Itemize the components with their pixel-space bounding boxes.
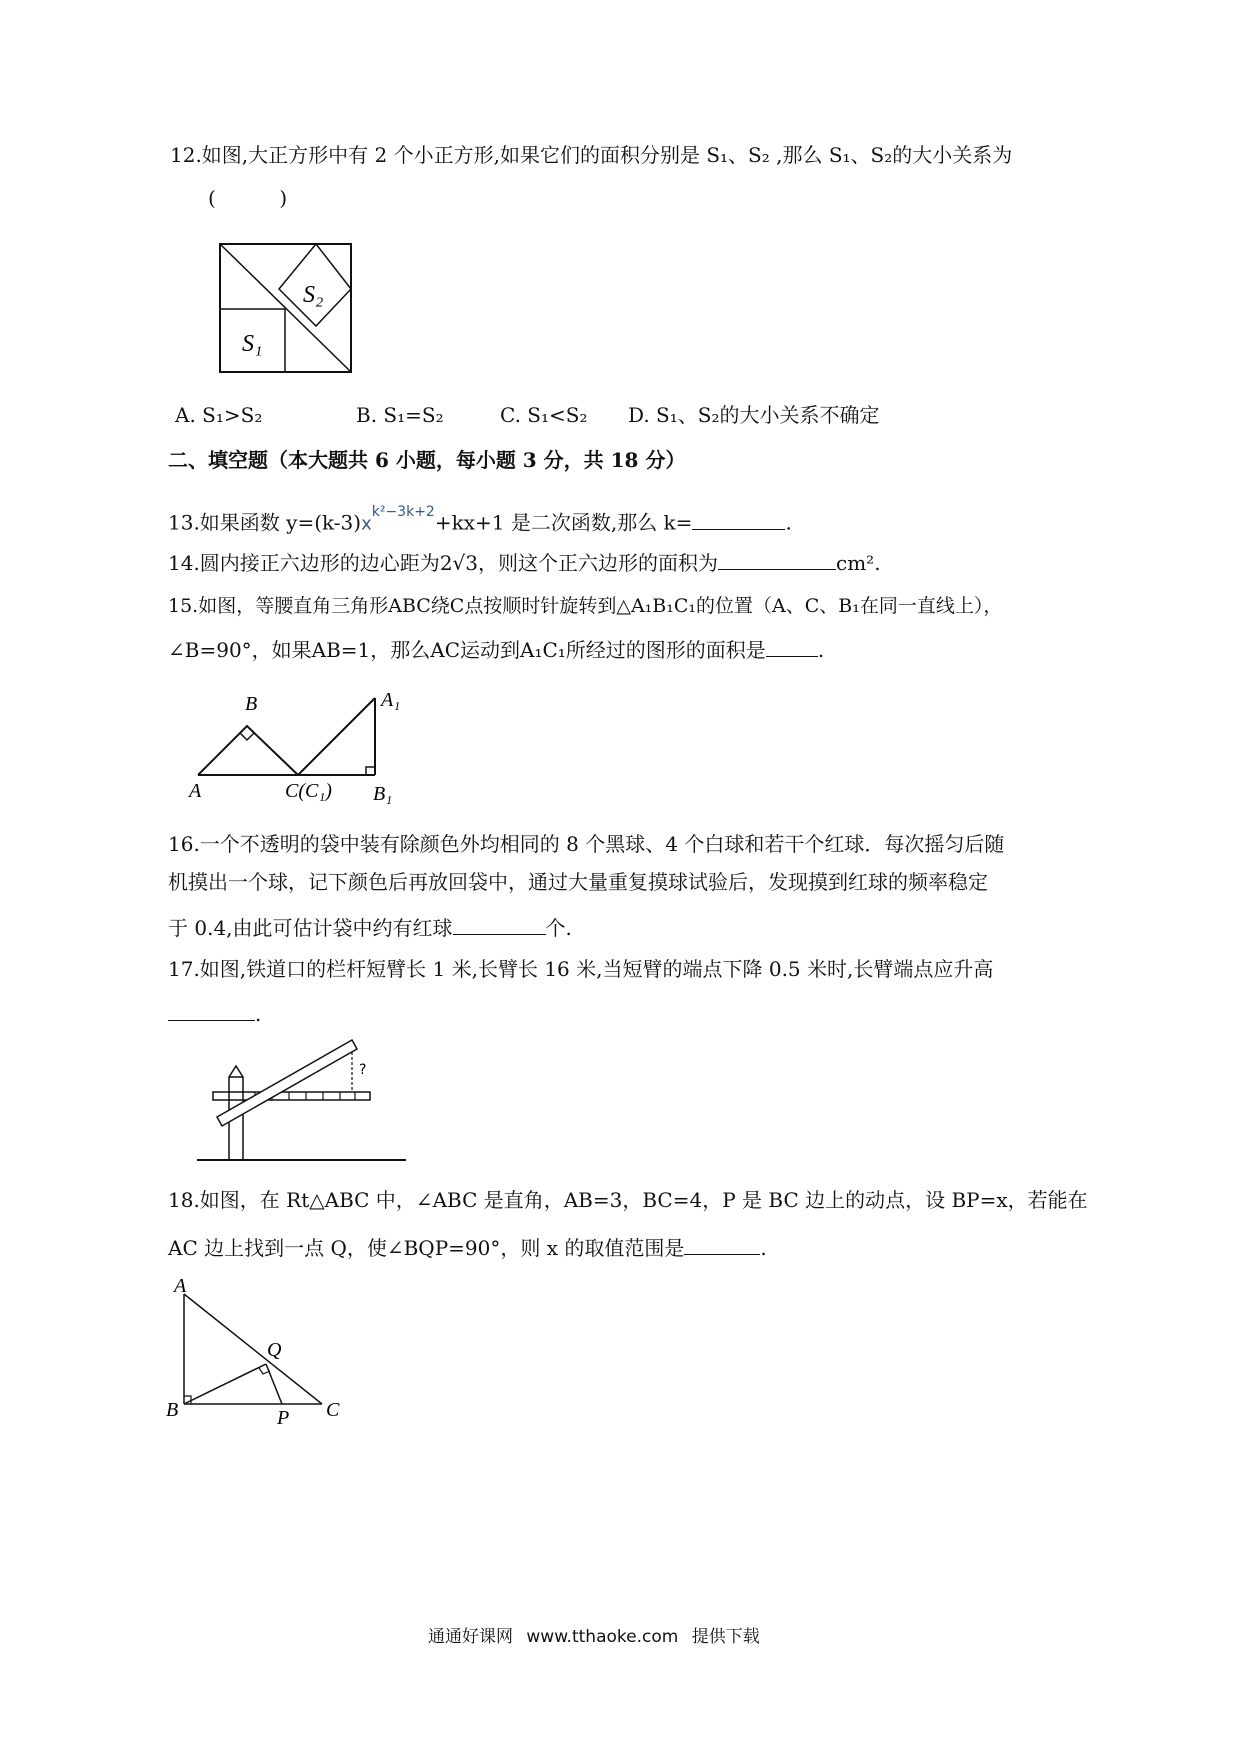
q12-option-b: B. S₁=S₂ (356, 403, 444, 427)
q15-end: . (817, 638, 825, 662)
q17-end: . (255, 1002, 262, 1026)
q12-label-s1: S₁ (242, 331, 263, 357)
q18-label-p: P (277, 1407, 290, 1429)
q13-line (168, 504, 792, 539)
q13-base: x (361, 513, 372, 535)
q18-label-a: A (174, 1275, 187, 1297)
q12-option-c: C. S₁<S₂ (500, 403, 588, 427)
q17-label-question: ? (359, 1062, 367, 1078)
q12-text: 12.如图,大正方形中有 2 个小正方形,如果它们的面积分别是 S₁、S₂ ,那么 S₁、S₂的大小关系为 (170, 143, 1013, 167)
q18-end: . (760, 1236, 767, 1260)
q13-exponent: k²−3k+2 (371, 504, 435, 520)
q14-middle: ，则这个正六边形的面积为 (478, 551, 719, 575)
q18-answer-blank (684, 1232, 760, 1255)
q15-figure (185, 688, 415, 808)
q12-figure (215, 240, 357, 375)
q12-label-s2: S₂ (303, 282, 324, 308)
q14-line (168, 547, 881, 577)
q13-after: +kx+1 是二次函数,那么 k= (434, 510, 693, 535)
q16-answer-blank (453, 912, 546, 935)
q14-unit: cm² (836, 551, 875, 575)
q18-figure (160, 1272, 360, 1432)
q16-line3 (168, 912, 572, 942)
q14-radical: 2√3 (439, 551, 479, 575)
q17-line1: 17.如图,铁道口的栏杆短臂长 1 米,长臂长 16 米,当短臂的端点下降 0.5 米时,长臂端点应升高 (168, 957, 994, 981)
q14-answer-blank (718, 547, 836, 570)
q14-end: . (874, 551, 881, 575)
q15-label-c: C(C₁) (285, 780, 332, 802)
q14-before: 14.圆内接正六边形的边心距为 (168, 551, 440, 575)
q15-line2 (168, 634, 824, 664)
q15-line2-text: ∠B=90°，如果AB=1，那么AC运动到A₁C₁所经过的图形的面积是 (168, 638, 766, 662)
q16-end: 个. (545, 916, 572, 940)
q12-answer-paren: ( ) (208, 186, 288, 210)
footer-url[interactable]: www.tthaoke.com (526, 1627, 679, 1647)
footer-site: 通通好课网 (428, 1627, 513, 1647)
q18-line2 (168, 1232, 767, 1262)
q12-option-d: D. S₁、S₂的大小关系不确定 (628, 403, 880, 427)
q17-line2 (168, 998, 261, 1028)
q18-label-c: C (326, 1399, 340, 1421)
q18-label-q: Q (267, 1339, 282, 1361)
q18-line2-text: AC 边上找到一点 Q，使∠BQP=90°，则 x 的取值范围是 (168, 1236, 685, 1260)
section2-heading: 二、填空题（本大题共 6 小题，每小题 3 分，共 18 分） (168, 448, 686, 472)
q18-line1: 18.如图，在 Rt△ABC 中，∠ABC 是直角，AB=3，BC=4，P 是 BC 边上的动点，设 BP=x，若能在 (168, 1188, 1088, 1212)
q17-answer-blank (168, 998, 255, 1021)
q15-label-a: A (189, 780, 202, 802)
q15-line1: 15.如图，等腰直角三角形ABC绕C点按顺时针旋转到△A₁B₁C₁的位置（A、C、B₁在同一直线上）， (168, 595, 1003, 617)
q12-option-a: A. S₁>S₂ (175, 403, 263, 427)
footer-download: 提供下载 (691, 1627, 760, 1647)
q16-line3-text: 于 0.4,由此可估计袋中约有红球 (168, 916, 453, 940)
q15-label-b: B (245, 693, 258, 715)
q16-line2: 机摸出一个球，记下颜色后再放回袋中，通过大量重复摸球试验后，发现摸到红球的频率稳定 (168, 870, 988, 894)
q15-label-b1: B₁ (373, 783, 393, 805)
q15-answer-blank (766, 634, 818, 657)
q13-end: . (785, 510, 792, 535)
q15-label-a1: A₁ (381, 689, 401, 711)
q13-before: 13.如果函数 y=(k-3) (168, 510, 362, 535)
q18-label-b: B (166, 1399, 179, 1421)
q17-figure (195, 1030, 410, 1165)
page-footer (428, 1622, 760, 1647)
q13-answer-blank (692, 507, 785, 530)
q16-line1: 16.一个不透明的袋中装有除颜色外均相同的 8 个黑球、4 个白球和若干个红球．每次摇匀后随 (168, 832, 1005, 856)
